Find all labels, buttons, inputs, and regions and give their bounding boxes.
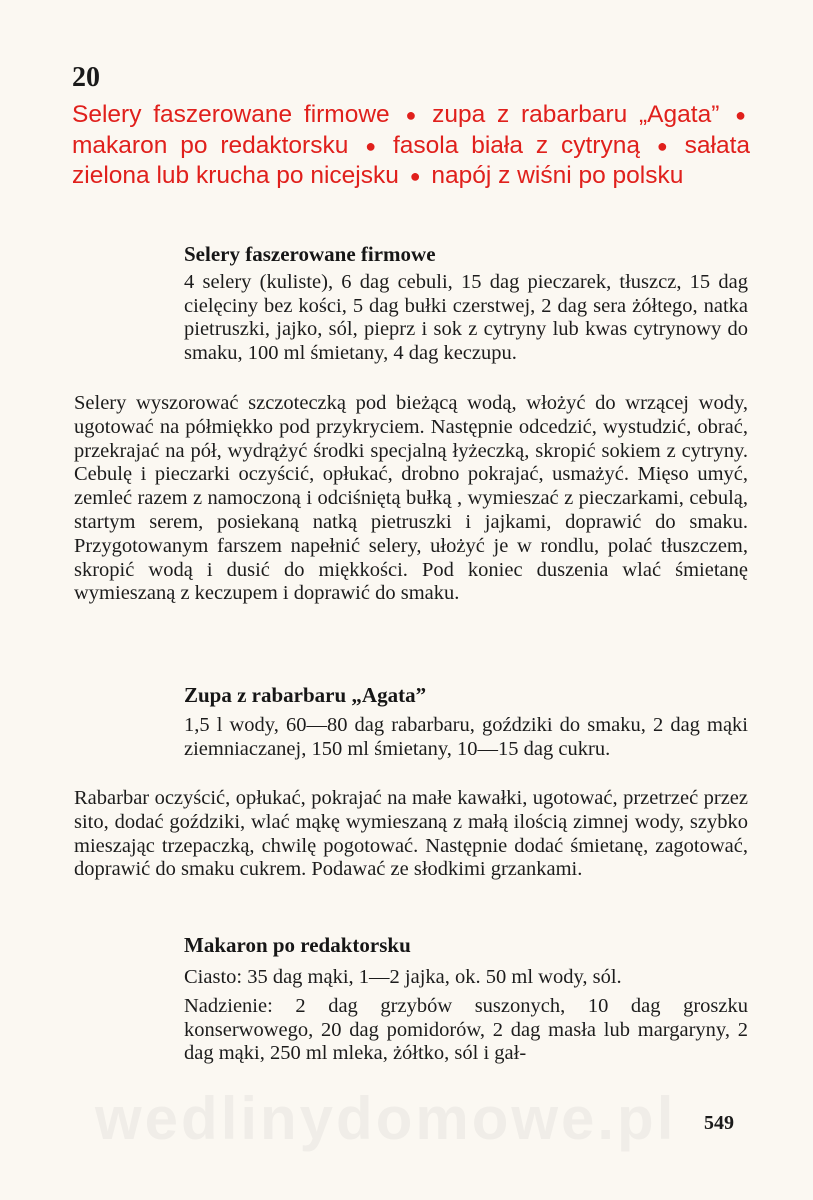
menu-item: Selery faszerowane firmowe [72, 101, 390, 128]
menu-item: fasola biała z cytryną [392, 131, 640, 159]
recipe-title: Selery faszerowane firmowe [184, 242, 436, 266]
bullet-separator-icon: ● [409, 166, 421, 186]
recipe-ingredients-dough: Ciasto: 35 dag mąki, 1—2 jajka, ok. 50 ml wody, sól. [184, 966, 622, 988]
recipe-ingredients: 1,5 l wody, 60—80 dag rabarbaru, goździki do smaku, 2 dag mąki ziemniaczanej, 150 ml śmietany, 10—15 dag cukru. [184, 714, 748, 760]
bullet-separator-icon: ● [405, 105, 417, 125]
recipe-method: Rabarbar oczyścić, opłukać, pokrajać na małe kawałki, ugotować, przetrzeć przez sito, dodać goździki, wlać mąkę wymieszaną z małą ilością zimnej wody, szybko mieszając trzepaczką, chwilę pogotować. Następnie dodać śmietanę, zagotować, doprawić do smaku cukrem. Podawać ze słodkimi grzankami. [74, 787, 748, 881]
menu-item: napój z wiśni po polsku [431, 162, 684, 189]
menu-item: sałata zielona lub krucha po nicejsku [72, 131, 751, 189]
bullet-separator-icon: ● [735, 105, 747, 125]
bullet-separator-icon: ● [365, 135, 377, 156]
page-number: 549 [704, 1112, 734, 1134]
menu-header [72, 100, 750, 192]
recipe-title: Zupa z rabarbaru „Agata” [184, 683, 427, 707]
menu-item: zupa z rabarbaru „Agata” [432, 101, 720, 128]
watermark: wedlinydomowe.pl [95, 1085, 677, 1152]
bullet-separator-icon: ● [656, 135, 668, 156]
recipe-method: Selery wyszorować szczoteczką pod bieżącą wodą, włożyć do wrzącej wody, ugotować na półmiękko pod przykryciem. Następnie odcedzić, wystudzić, obrać, przekrajać na pół, wydrążyć środki specjalną łyżeczką, skropić sokiem z cytryny. Cebulę i pieczarki oczyścić, opłukać, drobno pokrajać, usmażyć. Mięso umyć, zemleć razem z namoczoną i odciśniętą bułką , wymieszać z pieczarkami, cebulą, startym serem, posiekaną natką pietruszki i jajkami, doprawić do smaku. Przygotowanym farszem napełnić selery, ułożyć je w rondlu, polać tłuszczem, skropić wodą i dusić do miękkości. Pod koniec duszenia wlać śmietanę wymieszaną z keczupem i doprawić do smaku. [74, 392, 748, 605]
recipe-ingredients-filling: Nadzienie: 2 dag grzybów suszonych, 10 dag groszku konserwowego, 20 dag pomidorów, 2 dag masła lub margaryny, 2 dag mąki, 250 ml mleka, żółtko, sól i gał- [184, 995, 748, 1064]
menu-item: makaron po redaktorsku [72, 131, 349, 159]
day-number: 20 [72, 62, 100, 93]
recipe-ingredients: 4 selery (kuliste), 6 dag cebuli, 15 dag pieczarek, tłuszcz, 15 dag cielęciny bez kości, 5 dag bułki czerstwej, 2 dag sera żółtego, natka pietruszki, jajko, sól, pieprz i sok z cytryny lub kwas cytrynowy do smaku, 100 ml śmietany, 4 dag keczupu. [184, 271, 748, 364]
recipe-title: Makaron po redaktorsku [184, 933, 411, 957]
